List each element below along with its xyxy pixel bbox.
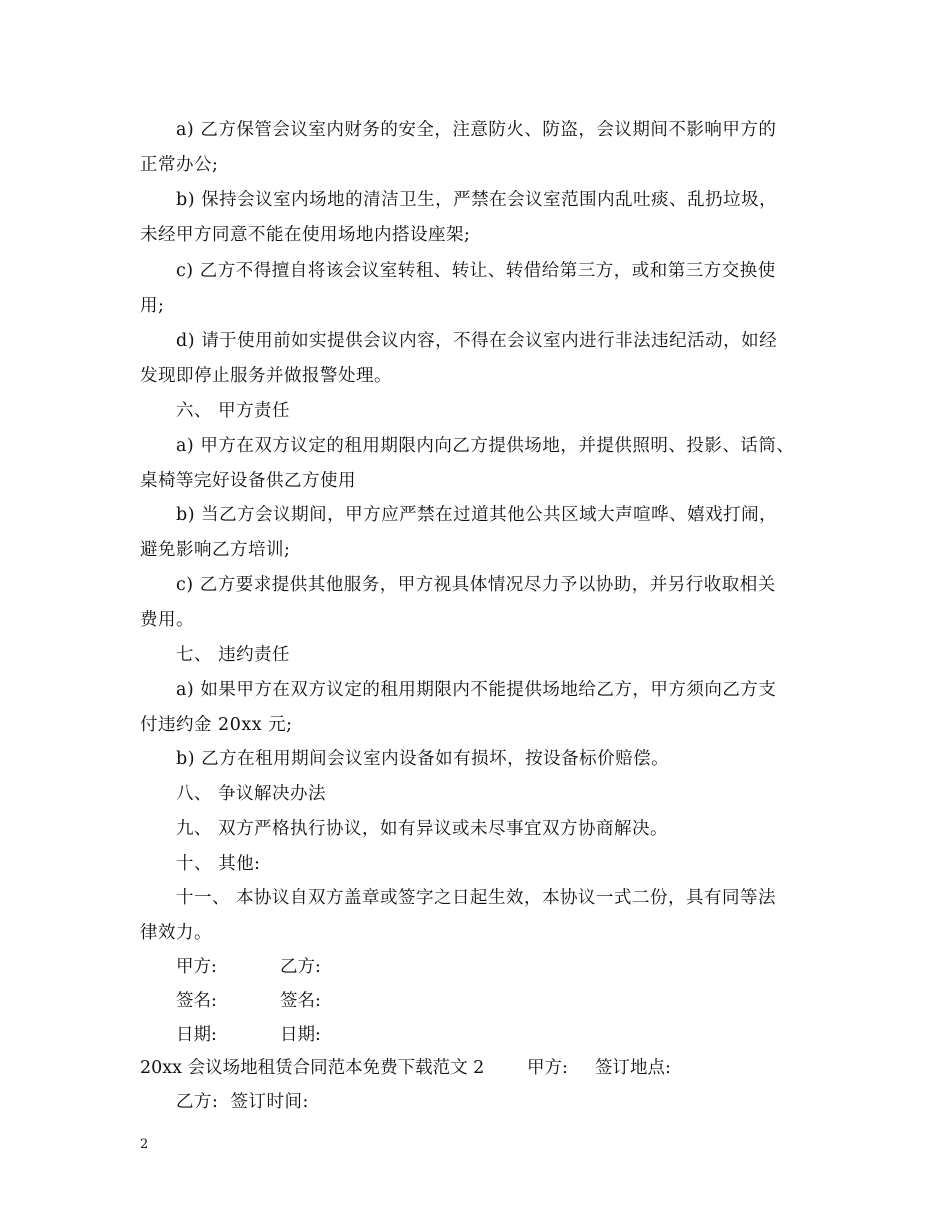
party-a-date-label: 日期: <box>176 1025 217 1045</box>
section-7-a-line-2: 付违约金 20xx 元; <box>140 715 293 735</box>
section-11-line-1: 十一、 本协议自双方盖章或签字之日起生效，本协议一式二份，具有同等法 <box>176 888 777 908</box>
section-10: 十、 其他: <box>176 854 261 874</box>
signature-row-sign <box>176 989 321 1013</box>
section-8-heading: 八、 争议解决办法 <box>176 784 327 804</box>
section-6-a-line-1: a) 甲方在双方议定的租用期限内向乙方提供场地，并提供照明、投影、话筒、 <box>176 436 795 456</box>
section-11-line-2: 律效力。 <box>140 923 212 943</box>
next-contract-party-a: 甲方: <box>527 1058 568 1078</box>
clause-b-line-1: b) 保持会议室内场地的清洁卫生，严禁在会议室范围内乱吐痰、乱扔垃圾， <box>176 190 778 210</box>
section-6-b-line-2: 避免影响乙方培训; <box>140 540 291 560</box>
clause-c-line-1: c) 乙方不得擅自将该会议室转租、转让、转借给第三方，或和第三方交换使 <box>176 261 776 281</box>
clause-d-line-1: d) 请于使用前如实提供会议内容，不得在会议室内进行非法违纪活动，如经 <box>176 331 778 351</box>
section-7-heading: 七、 违约责任 <box>176 645 291 665</box>
next-contract-place: 签订地点: <box>595 1058 671 1078</box>
clause-c-line-2: 用; <box>140 296 165 316</box>
section-9: 九、 双方严格执行协议，如有异议或未尽事宜双方协商解决。 <box>176 819 669 839</box>
clause-d-line-2: 发现即停止服务并做报警处理。 <box>140 366 392 386</box>
page-number: 2 <box>140 1137 149 1152</box>
clause-b-line-2: 未经甲方同意不能在使用场地内搭设座架; <box>140 225 471 245</box>
section-6-b-line-1: b) 当乙方会议期间，甲方应严禁在过道其他公共区域大声喧哗、嬉戏打闹， <box>176 505 778 525</box>
next-contract-title-row <box>140 1056 671 1080</box>
section-6-heading: 六、 甲方责任 <box>176 401 291 421</box>
section-6-a-line-2: 桌椅等完好设备供乙方使用 <box>140 471 356 491</box>
clause-a-line-2: 正常办公; <box>140 155 219 175</box>
party-b-date-label: 日期: <box>280 1025 321 1045</box>
section-6-c-line-2: 费用。 <box>140 610 194 630</box>
signature-row-date <box>176 1023 321 1047</box>
next-contract-title: 20xx 会议场地租赁合同范本免费下载范文 2 <box>140 1058 485 1078</box>
clause-a-line-1: a) 乙方保管会议室内财务的安全，注意防火、防盗，会议期间不影响甲方的 <box>176 120 777 140</box>
section-7-a-line-1: a) 如果甲方在双方议定的租用期限内不能提供场地给乙方，甲方须向乙方支 <box>176 680 777 700</box>
section-6-c-line-1: c) 乙方要求提供其他服务，甲方视具体情况尽力予以协助，并另行收取相关 <box>176 575 776 595</box>
party-a-sign-label: 签名: <box>176 991 217 1011</box>
section-7-b: b) 乙方在租用期间会议室内设备如有损坏，按设备标价赔偿。 <box>176 749 670 769</box>
party-b-label: 乙方: <box>280 957 321 977</box>
party-b-sign-label: 签名: <box>280 991 321 1011</box>
next-contract-party-b-row: 乙方: 签订时间: <box>176 1092 309 1112</box>
party-a-label: 甲方: <box>176 957 217 977</box>
signature-row-party <box>176 955 321 979</box>
